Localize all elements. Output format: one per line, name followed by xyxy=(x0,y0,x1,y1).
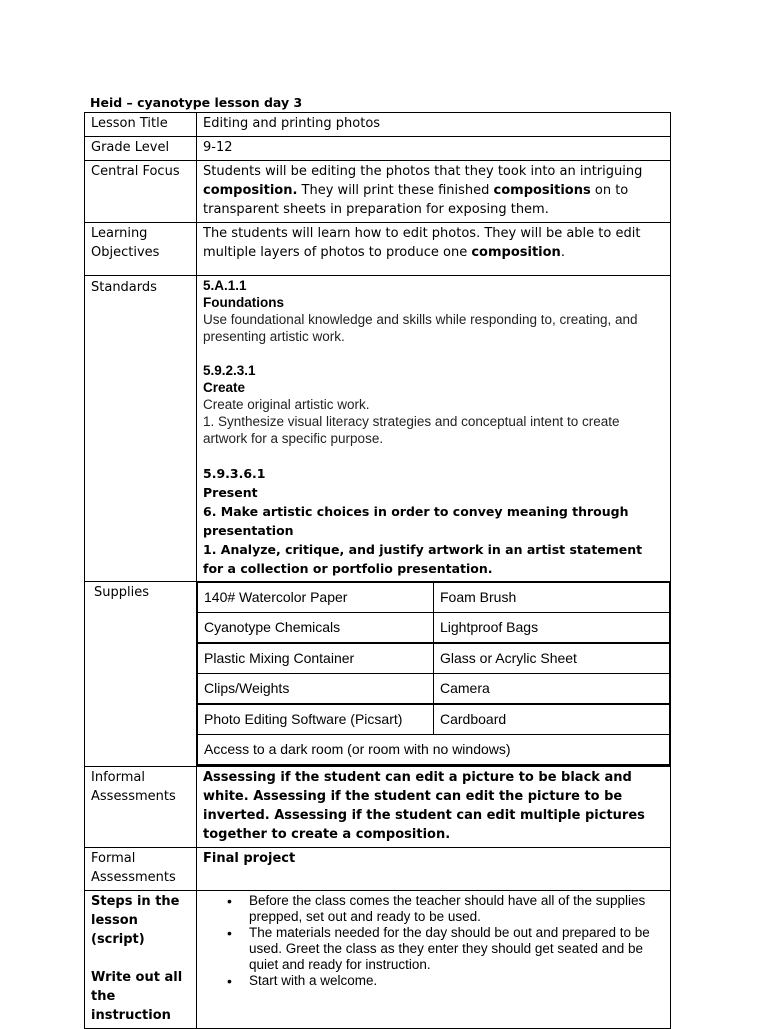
learning-objectives-text-1: The students will learn how to edit photos. They will be able to edit multiple layers of photos to produce one xyxy=(203,226,641,260)
label-central-focus: Central Focus xyxy=(85,161,197,223)
supply-item: Access to a dark room (or room with no windows) xyxy=(198,735,670,766)
supplies-row xyxy=(198,735,670,766)
learning-objectives-bold-1: composition xyxy=(471,245,561,260)
central-focus-bold-2: compositions xyxy=(493,183,591,198)
label-formal-assessments xyxy=(85,848,197,891)
standard-1-code: 5.A.1.1 xyxy=(203,278,247,293)
value-central-focus xyxy=(197,161,671,223)
label-formal-line2: Assessments xyxy=(91,870,176,885)
row-standards xyxy=(85,276,671,582)
standard-1 xyxy=(203,277,664,345)
label-grade-level: Grade Level xyxy=(85,137,197,161)
supply-item: Camera xyxy=(434,674,670,705)
supply-item: Lightproof Bags xyxy=(434,613,670,644)
supplies-row xyxy=(198,613,670,644)
row-supplies xyxy=(85,582,671,767)
value-supplies xyxy=(197,582,671,767)
lesson-plan-table xyxy=(84,112,671,1029)
supplies-row xyxy=(198,674,670,705)
label-informal-assessments xyxy=(85,767,197,848)
informal-bold-1: composition xyxy=(355,827,446,842)
row-lesson-title xyxy=(85,113,671,137)
supply-item: Glass or Acrylic Sheet xyxy=(434,643,670,674)
label-informal-line1: Informal xyxy=(91,770,145,785)
value-lesson-title: Editing and printing photos xyxy=(197,113,671,137)
standard-1-title: Foundations xyxy=(203,295,284,310)
label-informal-line2: Assessments xyxy=(91,789,176,804)
central-focus-text-1: Students will be editing the photos that they took into an intriguing xyxy=(203,164,643,179)
label-standards: Standards xyxy=(85,276,197,582)
value-grade-level: 9-12 xyxy=(197,137,671,161)
supply-item: Cardboard xyxy=(434,704,670,735)
supplies-table xyxy=(197,582,670,766)
supplies-row xyxy=(198,704,670,735)
informal-text-1: Assessing if the student can edit a picture to be black and white. Assessing if the student can edit the picture to be inverted. Assessing if the student can edit multiple pictures together to create a xyxy=(203,770,645,842)
row-central-focus xyxy=(85,161,671,223)
label-steps-line1: Steps in the xyxy=(91,894,180,909)
steps-list xyxy=(203,893,664,989)
supply-item: Cyanotype Chemicals xyxy=(198,613,434,644)
value-learning-objectives xyxy=(197,223,671,276)
label-lesson-title: Lesson Title xyxy=(85,113,197,137)
learning-objectives-text-2: . xyxy=(560,245,565,260)
label-steps-line2: lesson (script) xyxy=(91,913,145,947)
label-learning-objectives-line1: Learning xyxy=(91,226,148,241)
label-formal-line1: Formal xyxy=(91,851,136,866)
label-learning-objectives xyxy=(85,223,197,276)
row-informal-assessments xyxy=(85,767,671,848)
supplies-row xyxy=(198,583,670,613)
standard-2 xyxy=(203,362,664,447)
value-informal-assessments xyxy=(197,767,671,848)
standard-1-text: Use foundational knowledge and skills while responding to, creating, and presenting artistic work. xyxy=(203,312,638,344)
supply-item: Clips/Weights xyxy=(198,674,434,705)
row-grade-level xyxy=(85,137,671,161)
central-focus-text-2: They will print these finished xyxy=(297,183,494,198)
row-formal-assessments xyxy=(85,848,671,891)
central-focus-text-3: on to transparent sheets in preparation for exposing them. xyxy=(203,183,629,217)
value-formal-assessments: Final project xyxy=(197,848,671,891)
standard-2-text-2: 1. Synthesize visual literacy strategies and conceptual intent to create artwork for a specific purpose. xyxy=(203,414,620,446)
value-standards xyxy=(197,276,671,582)
standard-2-code: 5.9.2.3.1 xyxy=(203,363,256,378)
label-steps-line4: the instruction xyxy=(91,989,171,1023)
standard-3 xyxy=(203,464,664,578)
label-supplies: Supplies xyxy=(85,582,197,767)
standard-2-title: Create xyxy=(203,380,246,395)
value-steps xyxy=(197,891,671,1029)
supply-item: Photo Editing Software (Picsart) xyxy=(198,704,434,735)
supply-item: 140# Watercolor Paper xyxy=(198,583,434,613)
central-focus-bold-1: composition. xyxy=(203,183,298,198)
document-title: Heid – cyanotype lesson day 3 xyxy=(90,95,303,110)
step-item: • Start with a welcome. xyxy=(249,973,664,989)
informal-text-2: . xyxy=(445,827,451,842)
supply-item: Plastic Mixing Container xyxy=(198,643,434,674)
standard-3-text-2: 1. Analyze, critique, and justify artwork in an artist statement for a collection or portfolio presentation. xyxy=(203,542,643,576)
supplies-row xyxy=(198,643,670,674)
row-learning-objectives xyxy=(85,223,671,276)
standard-2-text-1: Create original artistic work. xyxy=(203,397,370,412)
standard-3-text-1: 6. Make artistic choices in order to convey meaning through presentation xyxy=(203,504,629,538)
standard-3-title: Present xyxy=(203,485,258,500)
step-item: • The materials needed for the day should be out and prepared to be used. Greet the class as they enter they should get seated and be quiet and ready for instruction. xyxy=(249,925,664,973)
supply-item: Foam Brush xyxy=(434,583,670,613)
row-steps xyxy=(85,891,671,1029)
label-learning-objectives-line2: Objectives xyxy=(91,245,160,260)
label-steps-line3: Write out all xyxy=(91,970,183,985)
step-item: • Before the class comes the teacher should have all of the supplies prepped, set out and ready to be used. xyxy=(249,893,664,925)
standard-3-code: 5.9.3.6.1 xyxy=(203,466,266,481)
label-steps xyxy=(85,891,197,1029)
